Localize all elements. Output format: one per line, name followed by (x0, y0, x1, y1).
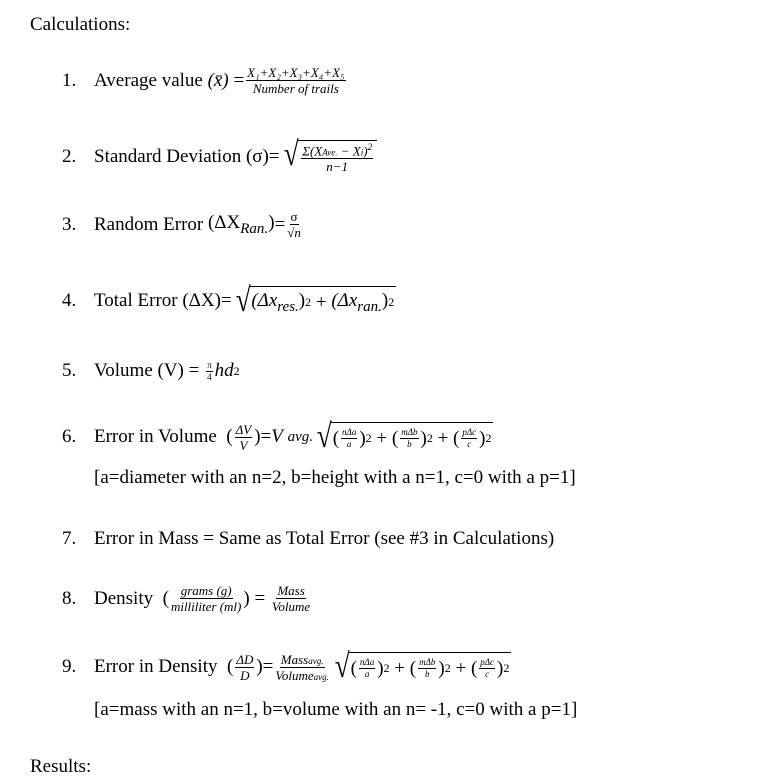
numerator: σ (290, 209, 298, 224)
lhs-fraction: $\frac{\Delta D}{D}$ (236, 651, 254, 683)
formula-error-in-volume: 6. Error in Volume ( $\frac{\Delta V}{V}$ ) = V avg. √ ( $\frac{\text{nΔa}}{a}$ ) 2 + ( $\frac{\text{mΔb}}{b}$ ) 2 + ( $\frac{\text{pΔc}}{c}$ ) 2 (62, 418, 492, 455)
formula-label: Random Error (94, 213, 204, 235)
equals-sign: = (188, 360, 200, 381)
mass-volume-fraction: $\frac{\text{Massavg.}}{\text{Volumeavg.}}$ (275, 651, 329, 683)
equals-sign: = (254, 587, 266, 609)
formula-average-value (62, 66, 348, 95)
formula-text: Error in Mass = Same as Total Error (see #3 in Calculations) (94, 528, 555, 549)
density-note: [a=mass with an n=1, b=volume with an n= -1, c=0 with a p=1] (94, 699, 578, 720)
term-res: $(\Delta x_{res.})$ (251, 289, 306, 315)
numerator: π (207, 359, 212, 370)
item-number: 8. (62, 587, 77, 609)
radical-sign: √ (316, 418, 332, 455)
formula-standard-deviation (62, 136, 377, 175)
denominator: √n (287, 225, 301, 240)
item-number: 1. (62, 69, 77, 91)
equals-sign: = (220, 290, 232, 312)
fraction (246, 66, 345, 95)
term-ran: $(\Delta x_{ran.})$ (331, 289, 389, 315)
formula-symbol: (ΔX) (182, 290, 221, 312)
equals-sign: = (268, 145, 280, 167)
item-number: 4. (62, 290, 77, 312)
denominator: n−1 (326, 159, 349, 175)
fraction (272, 584, 310, 613)
denominator: Volume (271, 599, 311, 614)
fraction (301, 143, 373, 173)
equals-sign: = (262, 656, 274, 678)
item-number: 9. (62, 656, 77, 678)
formula-label: Error in Volume (94, 426, 217, 448)
numerator: X₁+X₂+X₃+X₄+X₅ (247, 65, 345, 80)
radical-sign: √ (283, 136, 299, 173)
equals-sign: = (233, 69, 245, 91)
denominator: Number of trails (252, 81, 339, 96)
volume-tail: hd (214, 360, 234, 381)
item-number: 6. (62, 426, 77, 448)
item-number: 7. (62, 528, 77, 549)
item-number: 3. (62, 213, 77, 235)
formula-symbol: (σ) (245, 145, 269, 167)
volume-note: [a=diameter with an n=2, b=height with a n=1, c=0 with a p=1] (94, 467, 576, 488)
calculations-heading: Calculations: (30, 14, 131, 35)
formula-symbol: $(\Delta X_{Ran.})$ (207, 211, 275, 237)
results-heading: Results: (30, 756, 92, 777)
square-root: √ ( $\frac{\text{nΔa}}{a}$ ) 2 + ( $\frac{\text{mΔb}}{b}$ ) 2 + ( $\frac{\text{pΔc}}{c}$ ) 2 (316, 418, 492, 455)
square-root: √ $(\Delta x_{res.})$ 2 + $(\Delta x_{ran.})$ 2 (235, 282, 395, 319)
item-number: 2. (62, 145, 77, 167)
fraction (206, 361, 213, 382)
formula-label: Volume (V) (94, 360, 184, 381)
formula-error-in-density: 9. Error in Density ( $\frac{\Delta D}{D}$ ) = $\frac{\text{Massavg.}}{\text{Volumeavg.}}$ √ ( $\frac{\text{nΔa}}{a}$ ) 2 + ( $\frac{\text{mΔb}}{b}$ ) 2 + ( $\frac{\text{pΔc}}{c}$ ) 2 (62, 648, 510, 685)
square-root: √ ( $\frac{\text{nΔa}}{a}$ ) 2 + ( $\frac{\text{mΔb}}{b}$ ) 2 + ( $\frac{\text{pΔc}}{c}$ ) 2 (334, 648, 510, 685)
numerator: Mass (277, 583, 305, 598)
equals-sign: = (274, 213, 286, 235)
formula-label: Total Error (94, 290, 178, 312)
formula-symbol: (x̄) (207, 69, 229, 91)
formula-label: Average value (94, 69, 203, 91)
lhs-fraction: $\frac{\Delta V}{V}$ (235, 421, 252, 453)
formula-volume: 5. Volume (V) = $\frac{\pi}{4}$ hd 2 (62, 359, 240, 382)
radical-sign: √ (235, 282, 251, 319)
formula-error-in-mass (62, 528, 554, 550)
item-number: 5. (62, 360, 77, 381)
square-root (280, 136, 378, 175)
formula-label: Standard Deviation (94, 145, 242, 167)
formula-density: 8. Density ( $\frac{\text{grams (g)}}{\text{milliliter (ml)}}$ ) = $\frac{\text{Mass}}{\text{Volume}}$ (62, 583, 311, 614)
formula-label: Density (94, 587, 154, 609)
formula-random-error (62, 210, 303, 239)
equals-sign: = (260, 426, 272, 448)
formula-label: Error in Density (94, 656, 218, 678)
numerator: Σ(XAve. − Xi)$^2$ (302, 142, 373, 159)
radical-sign: √ (334, 648, 350, 685)
lhs-fraction: $\frac{\text{grams (g)}}{\text{milliliter (ml)}}$ (170, 583, 242, 614)
formula-total-error (62, 282, 396, 319)
denominator: 4 (207, 371, 212, 382)
fraction (287, 210, 301, 239)
